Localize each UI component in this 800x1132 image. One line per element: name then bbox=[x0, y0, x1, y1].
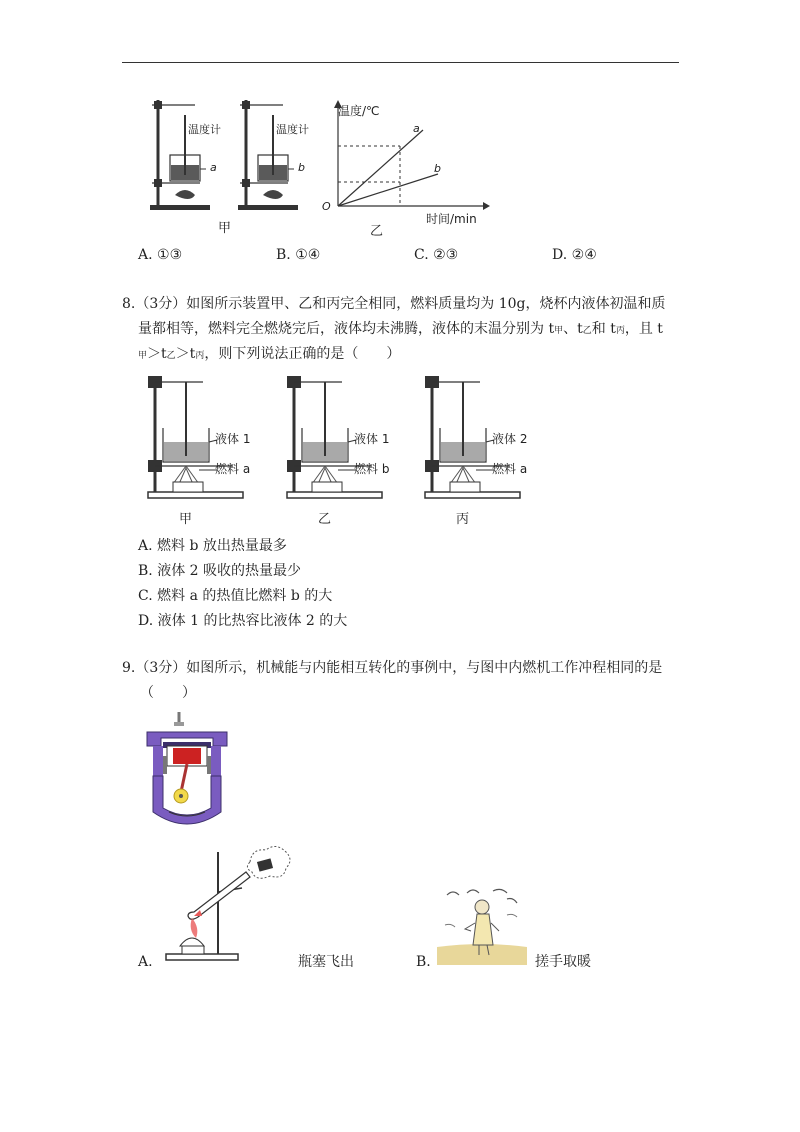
q8-option-a-letter: A. bbox=[138, 538, 153, 554]
q8-option-d-letter: D. bbox=[138, 613, 154, 629]
q8-score: （3分） bbox=[135, 296, 187, 312]
q9-option-b-letter: B. bbox=[416, 954, 431, 970]
q8-jia-liquid-label: 液体 1 bbox=[215, 432, 251, 446]
q7-caption-jia: 甲 bbox=[218, 221, 232, 236]
q8-option-b bbox=[138, 561, 301, 581]
q7-figure-yi-apparatus bbox=[228, 95, 323, 215]
q8-line1-text: 如图所示装置甲、乙和丙完全相同，燃料质量均为 10g，烧杯内液体初温和质 bbox=[186, 296, 666, 312]
q7-apparatus-yi-svg bbox=[228, 95, 323, 215]
q7-option-b-letter: B. bbox=[276, 247, 291, 263]
q9-stem-line2 bbox=[140, 683, 196, 703]
q8-option-b-letter: B. bbox=[138, 563, 153, 579]
q7-figure-jia bbox=[140, 95, 232, 236]
q9-option-b-text: 搓手取暖 bbox=[535, 954, 591, 970]
q9-number: 9. bbox=[122, 660, 136, 676]
q8-jia-fuel-label: 燃料 a bbox=[215, 462, 251, 476]
q8-option-a bbox=[138, 536, 287, 556]
q9-option-a-text: 瓶塞飞出 bbox=[298, 954, 354, 970]
q8-figure-jia bbox=[143, 370, 268, 530]
q8-line3-mid1: ＞t bbox=[147, 346, 167, 362]
q9-line2-text: （ ） bbox=[140, 685, 196, 701]
q7-graph bbox=[318, 98, 498, 238]
q7-option-d-letter: D. bbox=[552, 247, 568, 263]
q8-option-a-text: 燃料 b 放出热量最多 bbox=[157, 538, 287, 554]
q8-yi-fuel-label: 燃料 b bbox=[354, 462, 390, 476]
q7-option-b bbox=[276, 245, 320, 265]
q9-engine-illustration bbox=[143, 712, 233, 830]
q7-graph-xlabel: 时间/min bbox=[426, 212, 477, 226]
q8-figure-bing bbox=[420, 370, 545, 530]
q9-option-b-illustration bbox=[437, 885, 527, 965]
q7-graph-line-a: a bbox=[413, 122, 420, 135]
q8-line2-mid2: 和 t bbox=[591, 321, 616, 337]
q7-apparatus-jia-svg bbox=[140, 95, 230, 215]
q8-jia-caption: 甲 bbox=[179, 512, 193, 527]
q8-option-d-text: 液体 1 的比热容比液体 2 的大 bbox=[157, 613, 348, 629]
q9-stem-line1 bbox=[122, 658, 662, 678]
q8-line3-sub-jia: 甲 bbox=[138, 351, 148, 361]
q7-liquid-a-label: a bbox=[210, 161, 217, 174]
q8-option-c bbox=[138, 586, 332, 606]
q9-rub-hands-svg bbox=[437, 885, 527, 965]
q8-bing-fuel-label: 燃料 a bbox=[492, 462, 528, 476]
q8-yi-caption: 乙 bbox=[318, 512, 332, 527]
q8-line3-sub-yi: 乙 bbox=[166, 351, 176, 361]
q8-line3-mid2: ＞t bbox=[175, 346, 196, 362]
q8-option-c-text: 燃料 a 的热值比燃料 b 的大 bbox=[157, 588, 333, 604]
q8-bing-liquid-label: 液体 2 bbox=[492, 432, 528, 446]
q8-stem-line1 bbox=[122, 294, 666, 314]
q7-graph-origin: O bbox=[322, 200, 331, 213]
q8-number: 8. bbox=[122, 296, 136, 312]
q9-engine-svg bbox=[143, 712, 233, 830]
q7-thermometer-label-jia: 温度计 bbox=[188, 123, 221, 136]
q8-option-d bbox=[138, 611, 347, 631]
q8-line2-sub-yi: 乙 bbox=[582, 326, 592, 336]
q8-figure-yi bbox=[282, 370, 407, 530]
q8-stem-line2 bbox=[138, 319, 663, 341]
q9-line1-text: 如图所示，机械能与内能相互转化的事例中，与图中内燃机工作冲程相同的是 bbox=[186, 660, 663, 676]
q9-score: （3分） bbox=[135, 660, 187, 676]
q7-liquid-b-label: b bbox=[298, 161, 305, 174]
q8-line2-sub-bing: 丙 bbox=[615, 326, 625, 336]
q8-stem-line3 bbox=[138, 344, 400, 366]
header-rule bbox=[122, 62, 679, 63]
q8-option-c-letter: C. bbox=[138, 588, 153, 604]
q7-option-d-text: ②④ bbox=[571, 247, 597, 263]
q8-line3-sub-bing: 丙 bbox=[195, 351, 205, 361]
q7-graph-line-b: b bbox=[434, 162, 441, 175]
q8-line2-post: ，且 t bbox=[624, 321, 663, 337]
q8-bing-caption: 丙 bbox=[456, 512, 470, 527]
q7-option-b-text: ①④ bbox=[295, 247, 321, 263]
q7-option-a-text: ①③ bbox=[157, 247, 183, 263]
q7-option-d bbox=[552, 245, 597, 265]
q9-option-a-letter: A. bbox=[138, 954, 153, 970]
q7-option-c bbox=[414, 245, 458, 265]
q7-option-a bbox=[138, 245, 182, 265]
q7-option-c-text: ②③ bbox=[433, 247, 459, 263]
q9-option-a-illustration bbox=[160, 842, 295, 967]
q8-line3-post: ，则下列说法正确的是（ ） bbox=[204, 346, 401, 362]
q7-graph-ylabel: 温度/℃ bbox=[338, 104, 380, 118]
q8-option-b-text: 液体 2 吸收的热量最少 bbox=[157, 563, 302, 579]
q8-line2-pre: 量都相等，燃料完全燃烧完后，液体均未沸腾，液体的末温分别为 t bbox=[138, 321, 555, 337]
q7-thermometer-label-yi: 温度计 bbox=[276, 123, 309, 136]
q7-option-c-letter: C. bbox=[414, 247, 429, 263]
q8-yi-liquid-label: 液体 1 bbox=[354, 432, 390, 446]
q9-test-tube-svg bbox=[160, 842, 295, 967]
q7-caption-yi: 乙 bbox=[370, 224, 384, 239]
q8-line2-mid1: 、t bbox=[563, 321, 583, 337]
q7-option-a-letter: A. bbox=[138, 247, 153, 263]
q8-line2-sub-jia: 甲 bbox=[554, 326, 564, 336]
